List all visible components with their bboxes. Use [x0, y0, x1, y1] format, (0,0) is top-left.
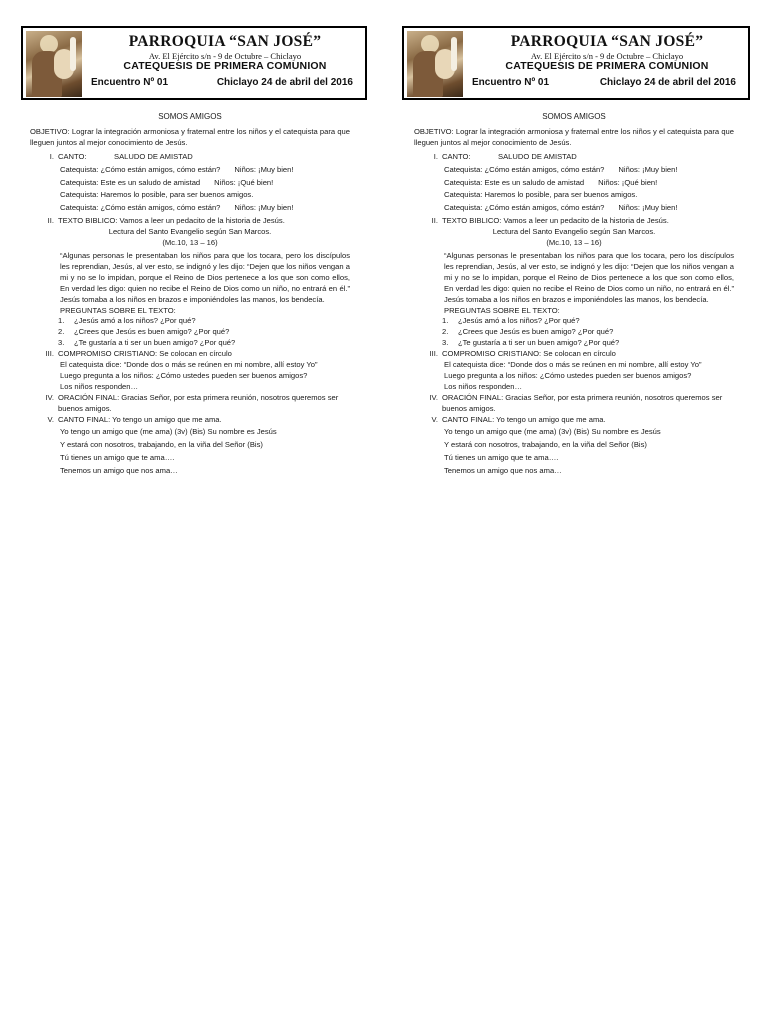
final-song-line: Yo tengo un amigo que (me ama) (3v) (Bis) Su nombre es Jesús — [444, 427, 661, 437]
encounter-number: Encuentro Nº 01 — [472, 77, 550, 88]
commitment-line: Los niños responden… — [60, 381, 139, 391]
song-line: Catequista: Haremos lo posible, para ser buenos amigos. — [444, 190, 638, 200]
song-line: Catequista: ¿Cómo están amigos, cómo están? Niños: ¡Muy bien! — [60, 164, 294, 174]
section-1: I. CANTO: SALUDO DE AMISTAD — [49, 151, 193, 161]
questions-label: PREGUNTAS SOBRE EL TEXTO: — [60, 305, 176, 315]
gospel-text: “Algunas personas le presentaban los niños para que los tocara, pero los discípulos les reprendian, Jesús, al ver esto, se indignó y les dijo: “Dejen que los niños vengan a mi y no se lo impidan, porque el Reino de Dios pertenece a los que son como ellos, En verdad les digo: quien no recibe el Reino de Dios como un niño, no entrará en él.” Jesús tomaba a los niños en brazos e imponiéndoles las manos, los bendecía. — [444, 250, 734, 304]
final-song-line: Yo tengo un amigo que (me ama) (3v) (Bis) Su nombre es Jesús — [60, 427, 277, 437]
header-box — [21, 26, 367, 100]
question-item: 1. ¿Jesús amó a los niños? ¿Por qué? — [442, 316, 580, 326]
final-song-line: Tú tienes un amigo que te ama…. — [444, 453, 559, 463]
section-5: V. CANTO FINAL: Yo tengo un amigo que me ama. — [47, 414, 222, 424]
section-3: III. COMPROMISO CRISTIANO: Se colocan en círculo — [45, 349, 232, 359]
final-song-line: Tú tienes un amigo que te ama…. — [60, 453, 175, 463]
encounter-date: Chiclayo 24 de abril del 2016 — [599, 77, 736, 88]
section-5: V. CANTO FINAL: Yo tengo un amigo que me ama. — [431, 414, 606, 424]
question-item: 2. ¿Crees que Jesús es buen amigo? ¿Por qué? — [442, 327, 614, 337]
section-1: I. CANTO: SALUDO DE AMISTAD — [433, 151, 577, 161]
saint-joseph-image — [26, 31, 82, 97]
reading-reference: (Mc.10, 13 – 16) — [162, 238, 218, 248]
lesson-body — [414, 112, 734, 477]
catechesis-subtitle: CATEQUESIS DE PRIMERA COMUNION — [505, 60, 709, 72]
commitment-line: Luego pregunta a los niños: ¿Cómo ustedes pueden ser buenos amigos? — [60, 370, 308, 380]
reading-reference: (Mc.10, 13 – 16) — [546, 238, 602, 248]
song-line: Catequista: ¿Cómo están amigos, cómo están? Niños: ¡Muy bien! — [444, 203, 678, 213]
objective: OBJETIVO: Lograr la integración armoniosa y fraternal entre los niños y el catequista para que lleguen juntos al mejor conocimiento de Jesús. — [414, 126, 734, 147]
gospel-text: “Algunas personas le presentaban los niños para que los tocara, pero los discípulos les reprendian, Jesús, al ver esto, se indignó y les dijo: “Dejen que los niños vengan a mi y no se lo impidan, porque el Reino de Dios pertenece a los que son como ellos, En verdad les digo: quien no recibe el Reino de Dios como un niño, no entrará en él.” Jesús tomaba a los niños en brazos e imponiéndoles las manos, los bendecía. — [60, 250, 350, 304]
final-song-line: Tenemos un amigo que nos ama… — [60, 466, 178, 476]
song-line: Catequista: ¿Cómo están amigos, cómo están? Niños: ¡Muy bien! — [444, 164, 678, 174]
questions-label: PREGUNTAS SOBRE EL TEXTO: — [444, 305, 560, 315]
commitment-line: El catequista dice: “Donde dos o más se reúnen en mi nombre, allí estoy Yo” — [60, 360, 318, 370]
final-song-line: Tenemos un amigo que nos ama… — [444, 466, 562, 476]
parish-title: PARROQUIA “SAN JOSÉ” — [128, 33, 322, 50]
question-item: 1. ¿Jesús amó a los niños? ¿Por qué? — [58, 316, 196, 326]
catechesis-subtitle: CATEQUESIS DE PRIMERA COMUNION — [123, 60, 327, 72]
saint-joseph-image — [407, 31, 463, 97]
encounter-date: Chiclayo 24 de abril del 2016 — [216, 77, 353, 88]
song-line: Catequista: Este es un saludo de amistad Niños: ¡Qué bien! — [444, 177, 658, 187]
commitment-line: El catequista dice: “Donde dos o más se reúnen en mi nombre, allí estoy Yo” — [444, 360, 702, 370]
final-song-line: Y estará con nosotros, trabajando, en la viña del Señor (Bis) — [444, 440, 647, 450]
section-4: IV. ORACIÓN FINAL: Gracias Señor, por esta primera reunión, nosotros queremos ser buenos amigos. — [429, 392, 723, 413]
parish-title: PARROQUIA “SAN JOSÉ” — [510, 33, 704, 50]
parish-address: Av. El Ejército s/n - 9 de Octubre – Chiclayo — [530, 51, 684, 61]
objective: OBJETIVO: Lograr la integración armoniosa y fraternal entre los niños y el catequista para que lleguen juntos al mejor conocimiento de Jesús. — [30, 126, 350, 147]
section-3: III. COMPROMISO CRISTIANO: Se colocan en círculo — [429, 349, 616, 359]
final-song-line: Y estará con nosotros, trabajando, en la viña del Señor (Bis) — [60, 440, 263, 450]
lesson-title: SOMOS AMIGOS — [158, 112, 222, 121]
section-2: II. TEXTO BIBLICO: Vamos a leer un pedacito de la historia de Jesús. — [47, 216, 285, 226]
song-line: Catequista: ¿Cómo están amigos, cómo están? Niños: ¡Muy bien! — [60, 203, 294, 213]
song-line: Catequista: Haremos lo posible, para ser buenos amigos. — [60, 190, 254, 200]
commitment-line: Luego pregunta a los niños: ¿Cómo ustedes pueden ser buenos amigos? — [444, 370, 692, 380]
lesson-title: SOMOS AMIGOS — [542, 112, 606, 121]
encounter-number: Encuentro Nº 01 — [91, 77, 169, 88]
question-item: 3. ¿Te gustaría a ti ser un buen amigo? ¿Por qué? — [58, 338, 236, 348]
reading-title: Lectura del Santo Evangelio según San Marcos. — [492, 227, 656, 237]
commitment-line: Los niños responden… — [444, 381, 523, 391]
section-2: II. TEXTO BIBLICO: Vamos a leer un pedacito de la historia de Jesús. — [431, 216, 669, 226]
question-item: 2. ¿Crees que Jesús es buen amigo? ¿Por qué? — [58, 327, 230, 337]
song-line: Catequista: Este es un saludo de amistad Niños: ¡Qué bien! — [60, 177, 274, 187]
parish-address: Av. El Ejército s/n - 9 de Octubre – Chiclayo — [148, 51, 302, 61]
reading-title: Lectura del Santo Evangelio según San Marcos. — [108, 227, 272, 237]
question-item: 3. ¿Te gustaría a ti ser un buen amigo? ¿Por qué? — [442, 338, 620, 348]
section-4: IV. ORACIÓN FINAL: Gracias Señor, por esta primera reunión, nosotros queremos ser buenos amigos. — [45, 392, 339, 413]
lesson-body — [30, 112, 350, 477]
header-box — [402, 26, 750, 100]
handout-right — [384, 0, 768, 1024]
